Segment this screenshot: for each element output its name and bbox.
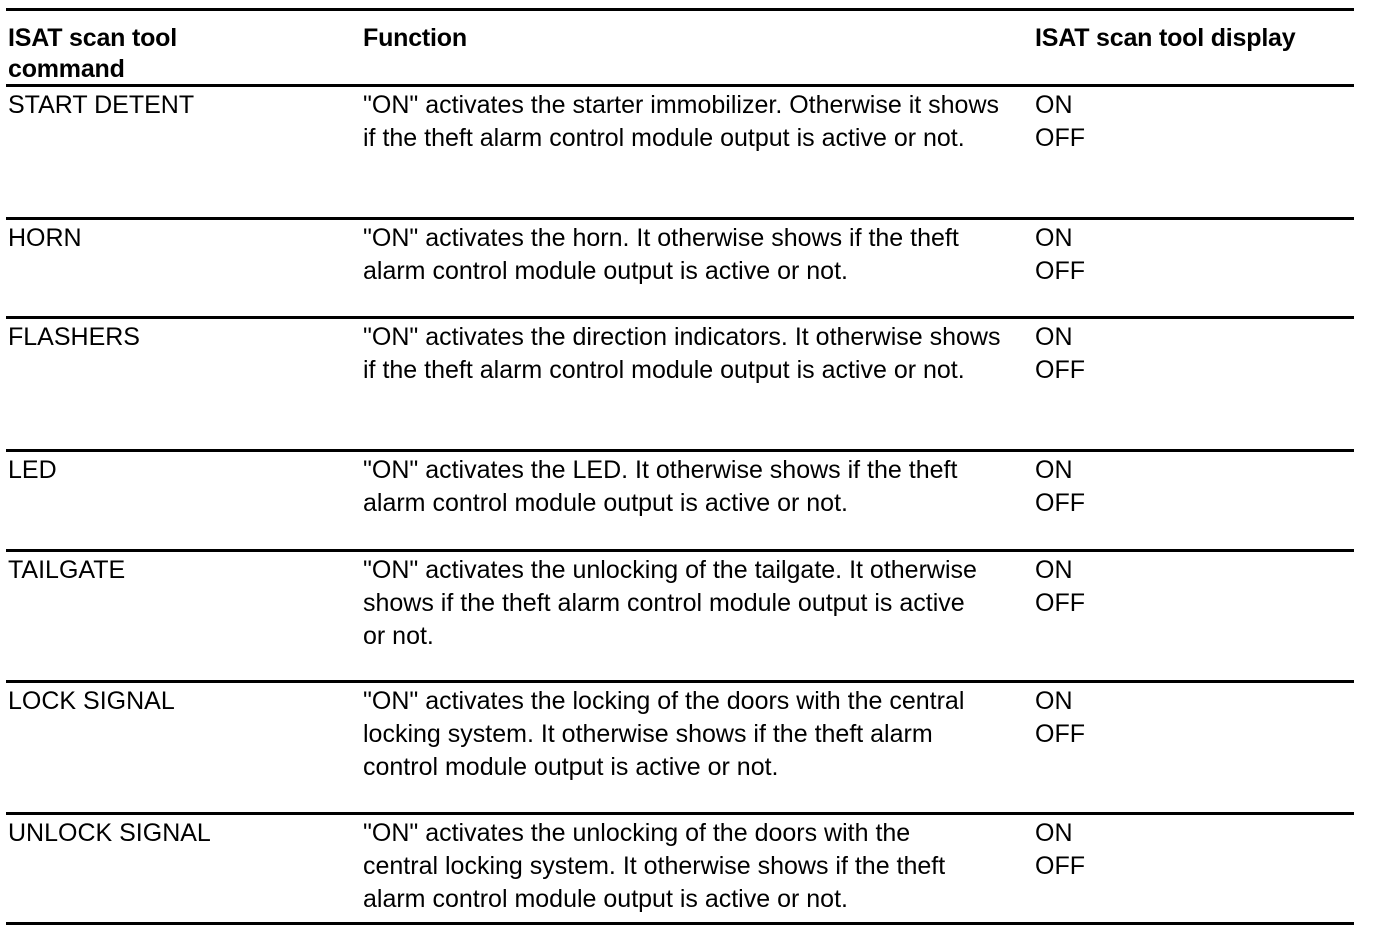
display-off: OFF (1035, 852, 1085, 880)
display-on: ON (1035, 91, 1073, 119)
table-header-row (6, 11, 1354, 87)
row-display (1033, 552, 1354, 680)
row-display (1033, 815, 1354, 922)
row-function: "ON" activates the LED. It otherwise shows if the theft alarm control module output is active or not. (363, 456, 958, 517)
row-command: START DETENT (8, 91, 195, 119)
display-off: OFF (1035, 589, 1085, 617)
display-off: OFF (1035, 257, 1085, 285)
row-function: "ON" activates the unlocking of the doors with the central locking system. It otherwise shows if the theft alarm control module output is active or not. (363, 819, 946, 913)
display-on: ON (1035, 224, 1073, 252)
row-command: LOCK SIGNAL (8, 687, 175, 715)
row-display (1033, 683, 1354, 812)
row-command: TAILGATE (8, 556, 126, 584)
row-command: LED (8, 456, 57, 484)
display-on: ON (1035, 323, 1073, 351)
row-function: "ON" activates the direction indicators. It otherwise shows if the theft alarm control module output is active or not. (363, 323, 1001, 384)
row-display (1033, 87, 1354, 217)
row-display (1033, 319, 1354, 449)
scan-tool-command-table (6, 0, 1354, 925)
row-function: "ON" activates the starter immobilizer. Otherwise it shows if the theft alarm control module output is active or not. (363, 91, 999, 152)
display-on: ON (1035, 819, 1073, 847)
table-row (6, 815, 1354, 925)
table-row (6, 319, 1354, 452)
display-off: OFF (1035, 356, 1085, 384)
table-row (6, 87, 1354, 220)
table-row (6, 220, 1354, 319)
table-row (6, 552, 1354, 683)
row-function: "ON" activates the horn. It otherwise shows if the theft alarm control module output is active or not. (363, 224, 959, 285)
header-function: Function (363, 24, 467, 52)
row-function: "ON" activates the locking of the doors with the central locking system. It otherwise shows if the theft alarm control module output is active or not. (363, 687, 965, 781)
header-command: ISAT scan tool command (8, 24, 177, 83)
table-row (6, 683, 1354, 815)
table-row (6, 452, 1354, 552)
display-on: ON (1035, 456, 1073, 484)
display-on: ON (1035, 556, 1073, 584)
row-command: HORN (8, 224, 82, 252)
header-display: ISAT scan tool display (1035, 24, 1296, 52)
display-off: OFF (1035, 124, 1085, 152)
display-on: ON (1035, 687, 1073, 715)
row-function: "ON" activates the unlocking of the tailgate. It otherwise shows if the theft alarm control module output is active or not. (363, 556, 977, 650)
row-command: FLASHERS (8, 323, 140, 351)
row-display (1033, 452, 1354, 549)
row-command: UNLOCK SIGNAL (8, 819, 211, 847)
display-off: OFF (1035, 720, 1085, 748)
display-off: OFF (1035, 489, 1085, 517)
row-display (1033, 220, 1354, 316)
